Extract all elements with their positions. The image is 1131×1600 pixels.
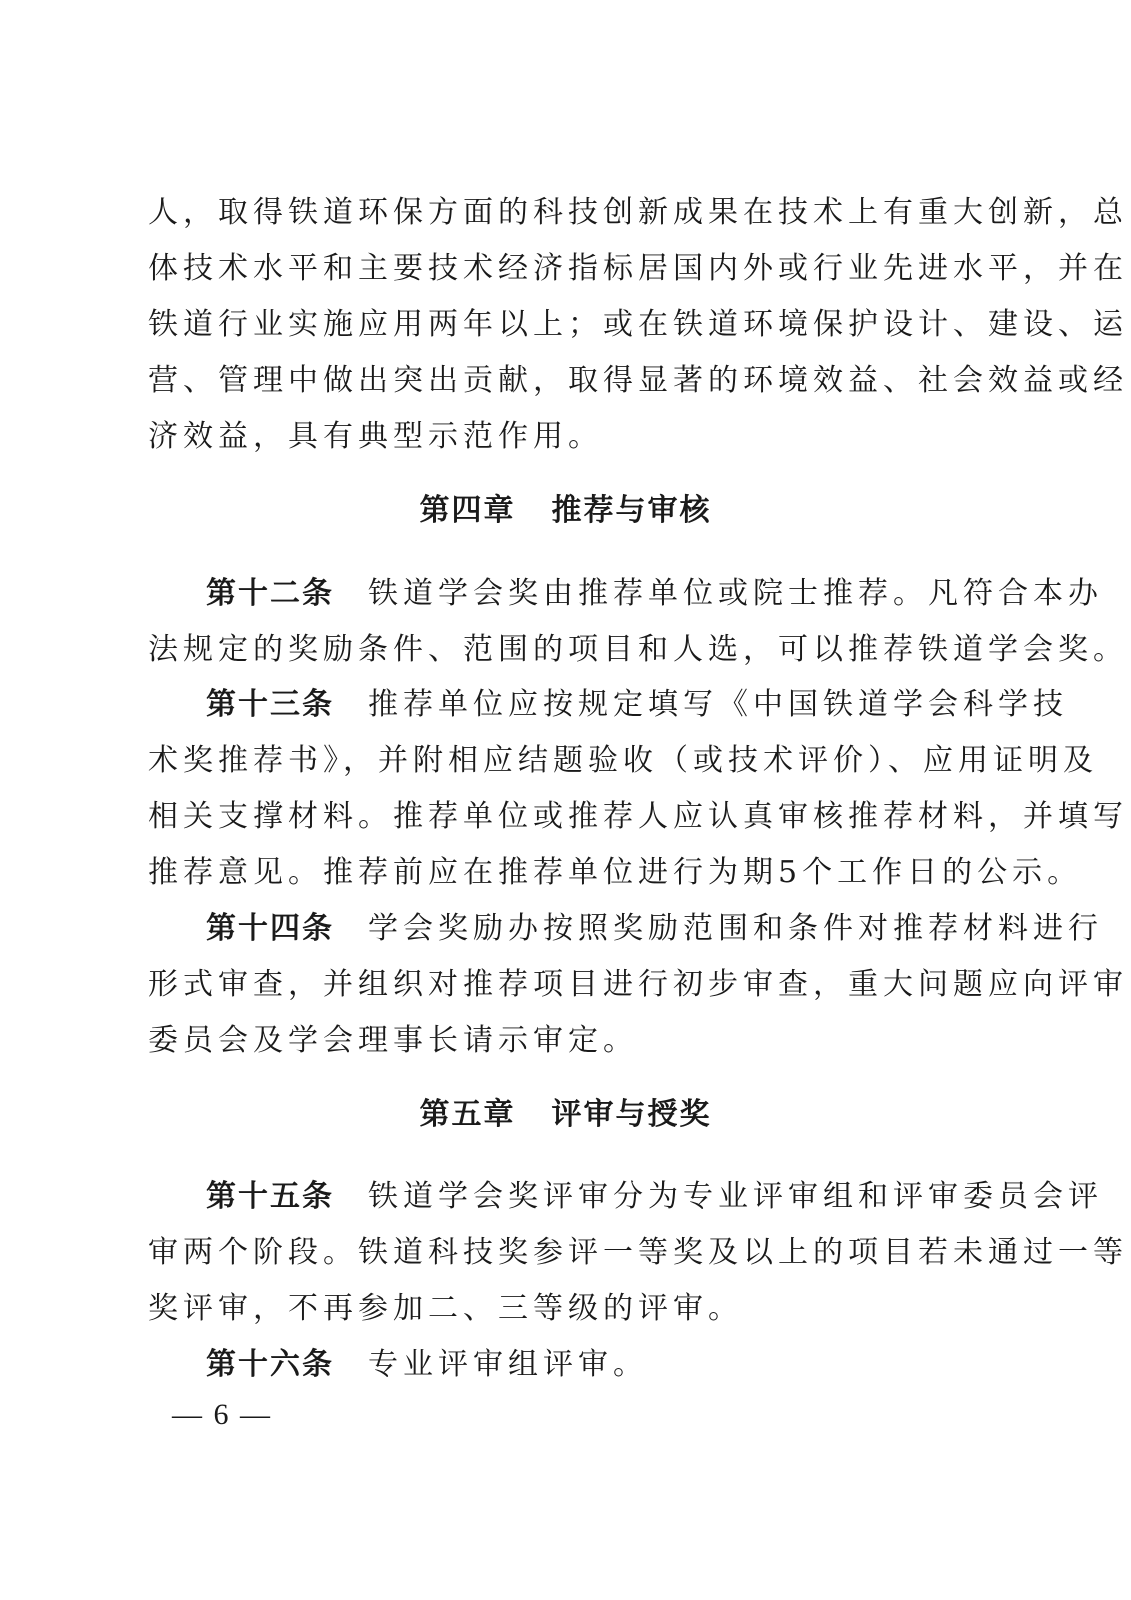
article-first-line (206, 1169, 1103, 1225)
chapter-number: 第四章 (419, 493, 516, 528)
article-number: 第十二条 (206, 576, 334, 611)
article-number: 第十五条 (206, 1179, 334, 1214)
chapter-heading (0, 483, 1131, 539)
paragraph-line: 营、管理中做出突出贡献，取得显著的环境效益、社会效益或经 (148, 363, 1128, 398)
paragraph-line: 人，取得铁道环保方面的科技创新成果在技术上有重大创新，总 (148, 195, 1128, 230)
paragraph-line: 法规定的奖励条件、范围的项目和人选，可以推荐铁道学会奖。 (148, 632, 1128, 667)
article-number: 第十三条 (206, 687, 334, 722)
paragraph-line: 铁道行业实施应用两年以上；或在铁道环境保护设计、建设、运 (148, 307, 1128, 342)
paragraph-line: 委员会及学会理事长请示审定。 (148, 1023, 638, 1058)
article-first-line (206, 901, 1103, 957)
paragraph-line: 推荐意见。推荐前应在推荐单位进行为期5个工作日的公示。 (148, 855, 1083, 890)
paragraph-line: 济效益，具有典型示范作用。 (148, 419, 603, 454)
article-text: 专业评审组评审。 (368, 1347, 648, 1382)
article-number: 第十四条 (206, 911, 334, 946)
article-first-line (206, 677, 1068, 733)
paragraph-line: 奖评审，不再参加二、三等级的评审。 (148, 1291, 743, 1326)
article-text: 铁道学会奖评审分为专业评审组和评审委员会评 (368, 1179, 1103, 1214)
article-first-line (206, 1337, 964, 1393)
chapter-heading (0, 1087, 1131, 1143)
paragraph-line: 相关支撑材料。推荐单位或推荐人应认真审核推荐材料，并填写 (148, 799, 1128, 834)
paragraph-line: 体技术水平和主要技术经济指标居国内外或行业先进水平，并在 (148, 251, 1128, 286)
chapter-title: 评审与授奖 (551, 1097, 712, 1132)
page-number: — 6 — (172, 1398, 272, 1431)
article-text: 推荐单位应按规定填写《中国铁道学会科学技 (368, 687, 1068, 722)
article-number: 第十六条 (206, 1347, 334, 1382)
article-first-line (206, 566, 1103, 622)
article-text: 学会奖励办按照奖励范围和条件对推荐材料进行 (368, 911, 1103, 946)
chapter-title: 推荐与审核 (551, 493, 712, 528)
paragraph-line: 形式审查，并组织对推荐项目进行初步审查，重大问题应向评审 (148, 967, 1128, 1002)
paragraph-line: 审两个阶段。铁道科技奖参评一等奖及以上的项目若未通过一等 (148, 1235, 1128, 1270)
chapter-number: 第五章 (419, 1097, 516, 1132)
paragraph-line: 术奖推荐书》，并附相应结题验收（或技术评价）、应用证明及 (148, 743, 1098, 778)
article-text: 铁道学会奖由推荐单位或院士推荐。凡符合本办 (368, 576, 1103, 611)
